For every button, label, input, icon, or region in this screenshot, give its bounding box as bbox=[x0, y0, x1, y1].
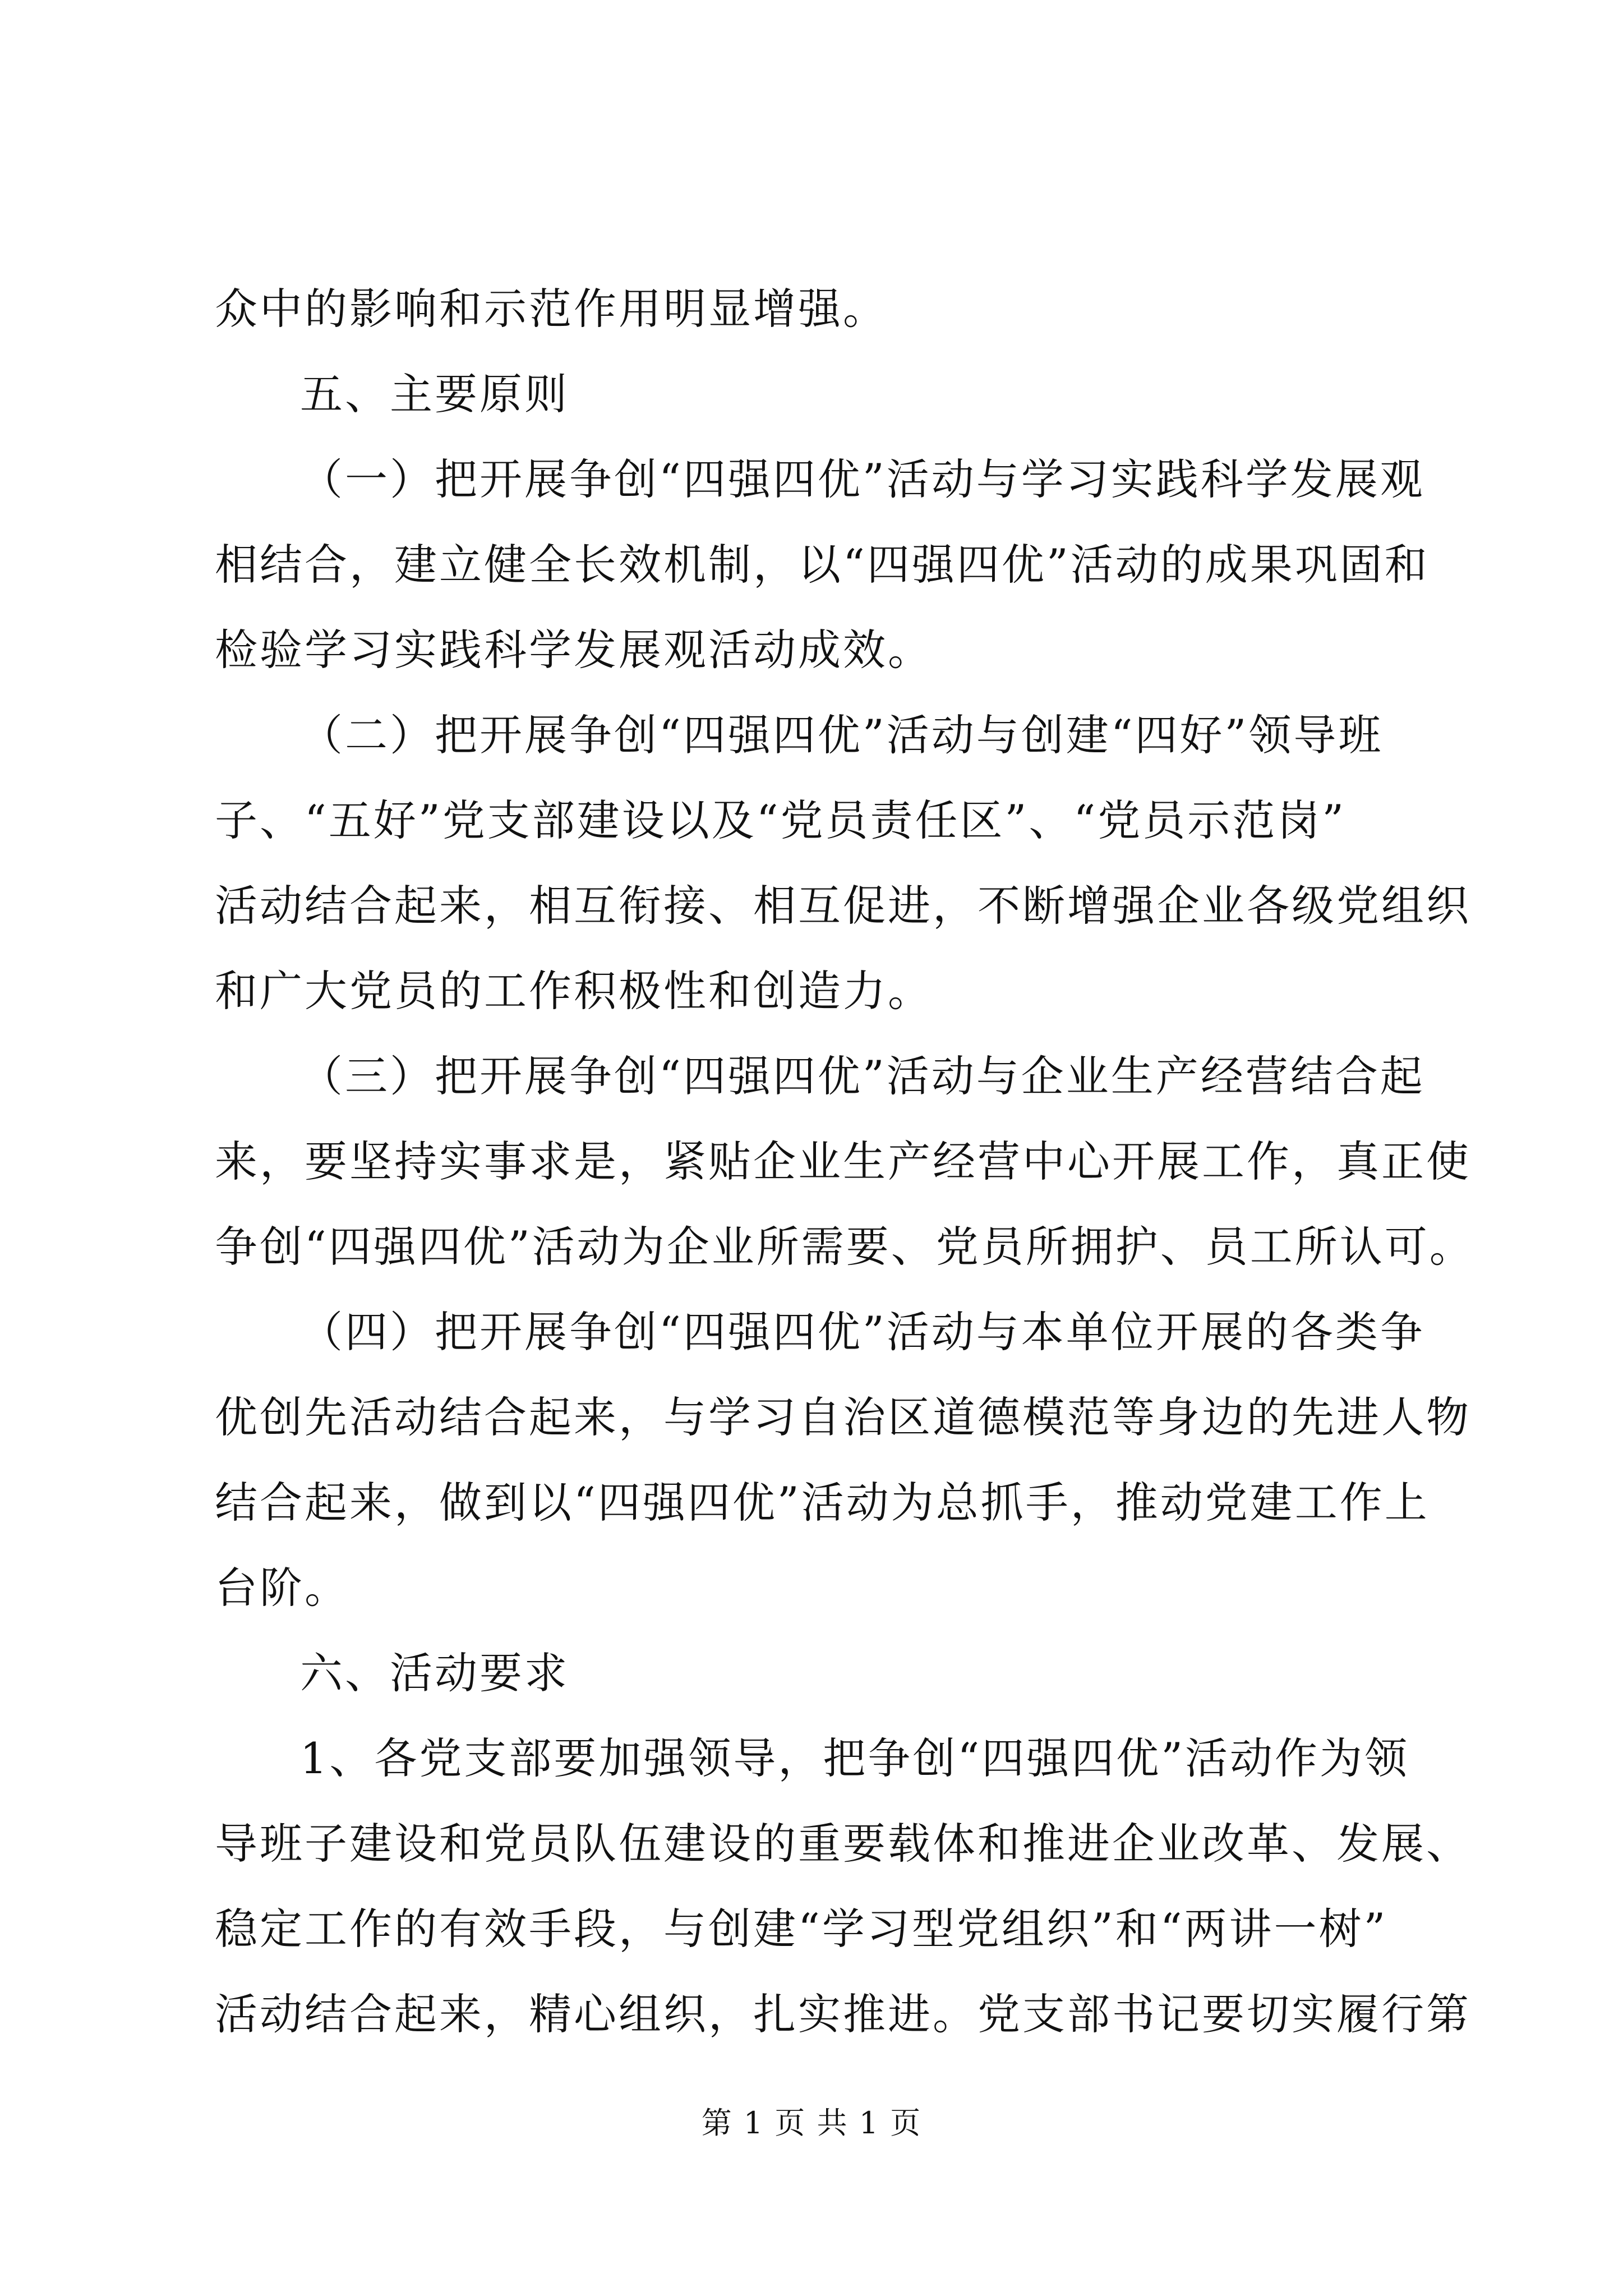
text-line: 众中的影响和示范作用明显增强。 bbox=[215, 284, 888, 334]
text-line: （二）把开展争创“四强四优”活动与创建“四好”领导班 bbox=[300, 710, 1384, 760]
text-line: 优创先活动结合起来，与学习自治区道德模范等身边的先进人物 bbox=[215, 1392, 1471, 1442]
text-line: 稳定工作的有效手段，与创建“学习型党组织”和“两讲一树” bbox=[215, 1904, 1388, 1954]
text-line: 活动结合起来，相互衔接、相互促进，不断增强企业各级党组织 bbox=[215, 881, 1471, 931]
text-line: 六、活动要求 bbox=[300, 1648, 569, 1698]
page-footer: 第 1 页 共 1 页 bbox=[701, 2105, 922, 2141]
text-line: 1、各党支部要加强领导，把争创“四强四优”活动作为领 bbox=[300, 1733, 1410, 1783]
text-line: 来，要坚持实事求是，紧贴企业生产经营中心开展工作，真正使 bbox=[215, 1137, 1471, 1186]
text-line: 结合起来，做到以“四强四优”活动为总抓手，推动党建工作上 bbox=[215, 1478, 1430, 1527]
text-line: （一）把开展争创“四强四优”活动与学习实践科学发展观 bbox=[300, 454, 1425, 504]
document-body bbox=[215, 266, 1474, 2057]
text-line: 检验学习实践科学发展观活动成效。 bbox=[215, 625, 933, 675]
text-line: 争创“四强四优”活动为企业所需要、党员所拥护、员工所认可。 bbox=[215, 1222, 1474, 1272]
text-line: （三）把开展争创“四强四优”活动与企业生产经营结合起 bbox=[300, 1051, 1425, 1101]
text-line: 活动结合起来，精心组织，扎实推进。党支部书记要切实履行第 bbox=[215, 1989, 1471, 2039]
text-line: （四）把开展争创“四强四优”活动与本单位开展的各类争 bbox=[300, 1307, 1425, 1357]
text-line: 五、主要原则 bbox=[300, 369, 569, 419]
text-line: 和广大党员的工作积极性和创造力。 bbox=[215, 966, 933, 1016]
text-line: 台阶。 bbox=[215, 1563, 349, 1613]
text-line: 相结合，建立健全长效机制，以“四强四优”活动的成果巩固和 bbox=[215, 540, 1430, 590]
text-line: 导班子建设和党员队伍建设的重要载体和推进企业改革、发展、 bbox=[215, 1819, 1471, 1869]
text-line: 子、“五好”党支部建设以及“党员责任区”、“党员示范岗” bbox=[215, 795, 1347, 845]
